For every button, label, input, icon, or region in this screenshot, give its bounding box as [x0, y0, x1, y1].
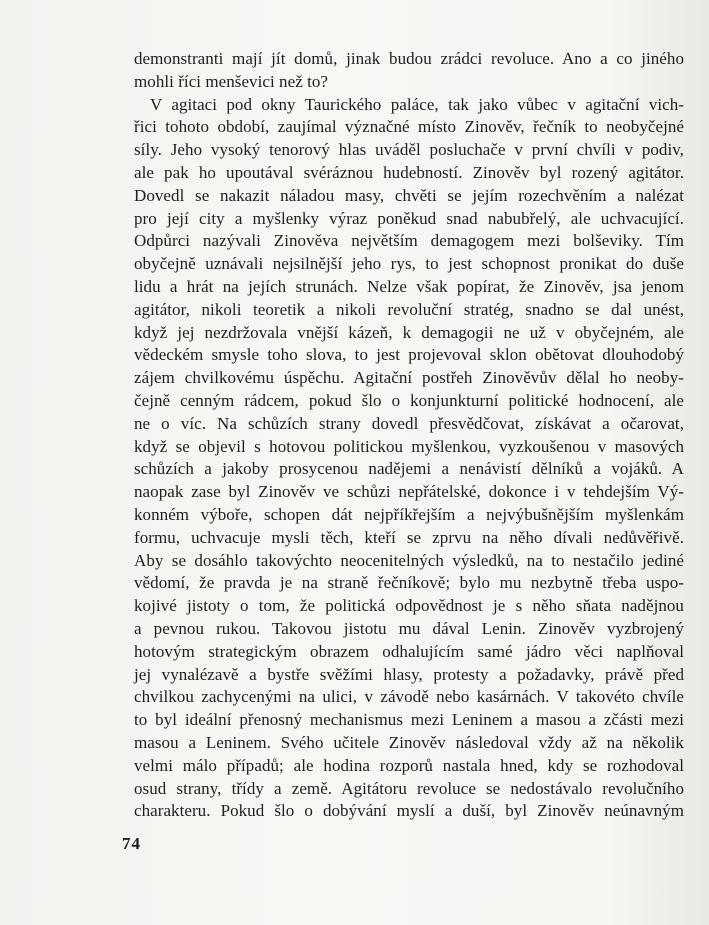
- text-line: velmi málo případů; ale hodina rozporů nastala hned, kdy se rozhodoval: [134, 755, 684, 775]
- text-line: demonstranti mají jít domů, jinak budou zrádci revoluce. Ano a co jiného: [134, 49, 684, 68]
- text-line: když jej nezdržovala vnější kázeň, k demagogii ne už v obyčejném, ale: [134, 322, 684, 342]
- text-line: to byl ideální přenosný mechanismus mezi Leninem a masou a zčásti mezi: [134, 710, 684, 730]
- text-line: čejně cenným rádcem, pokud šlo o konjunkturní politické hodnocení, ale: [134, 390, 684, 410]
- text-line: pro její city a myšlenky výraz poněkud snad nabubřelý, ale uchvacující.: [134, 208, 684, 228]
- text-line: Odpůrci nazývali Zinověva největším demagogem mezi bolševiky. Tím: [134, 231, 684, 251]
- text-line: jej vynalézavě a bystře svěžími hlasy, protesty a požadavky, právě před: [134, 664, 684, 684]
- page-number: 74: [122, 834, 141, 853]
- text-line: formu, uchvacuje mysli těch, kteří se zprvu na něho dívali nedůvěřivě.: [134, 527, 684, 547]
- text-line: když se objevil s hotovou politickou myšlenkou, vyzkoušenou v masových: [134, 436, 684, 456]
- text-line: vědeckém smysle toho slova, to jest projevoval sklon obětovat dlouhodobý: [134, 345, 684, 365]
- text-line: a pevnou rukou. Takovou jistotu mu dával Lenin. Zinověv vyzbrojený: [134, 618, 684, 638]
- text-line: chvilkou zachycenými na ulici, v závodě nebo kasárnách. V takovéto chvíle: [134, 687, 684, 707]
- text-line: obyčejně uznávali nejsilnější jeho rys, to jest schopnost pronikat do duše: [134, 254, 684, 274]
- text-line: ale pak ho upoutával svéráznou hudebností. Zinověv byl rozený agitátor.: [134, 162, 684, 182]
- text-line: lidu a hrát na jejích strunách. Nelze však popírat, že Zinověv, jsa jenom: [134, 276, 684, 296]
- text-line: konném výboře, schopen dát nejpříkřejším a nejvýbušnějším myšlenkám: [134, 504, 684, 524]
- text-line: kojivé jistoty o tom, že politická odpovědnost je s něho sňata nadějnou: [134, 596, 684, 616]
- text-line: Aby se dosáhlo takovýchto neocenitelných výsledků, na to nestačilo jediné: [134, 550, 684, 570]
- text-line: agitátor, nikoli teoretik a nikoli revoluční stratég, snadno se dal unést,: [134, 299, 684, 319]
- text-line: hotovým strategickým obrazem odhalujícím samé jádro věci naplňoval: [134, 641, 684, 661]
- text-line: mohli říci menševici než to?: [134, 71, 329, 91]
- text-line: ne o víc. Na schůzích strany dovedl přesvědčovat, získávat a očarovat,: [134, 413, 684, 433]
- text-line: vědomí, že pravda je na straně řečníkově; bylo mu nezbytně třeba uspo-: [134, 573, 684, 593]
- text-line: masou a Leninem. Svého učitele Zinověv následoval vždy až na několik: [134, 732, 684, 752]
- text-line: naopak zase byl Zinověv ve schůzi nepřátelské, dokonce i v tehdejším Vý-: [134, 482, 684, 502]
- text-line: Dovedl se nakazit náladou masy, chvěti se jejím rozechvěním a nalézat: [134, 185, 684, 205]
- text-line: zájem chvilkovému úspěchu. Agitační postřeh Zinověvův dělal ho neoby-: [134, 368, 684, 388]
- body-text: [134, 48, 684, 823]
- text-line: V agitaci pod okny Taurického paláce, tak jako vůbec v agitační vich-: [150, 94, 684, 114]
- text-line: řici tohoto období, zaujímal význačné místo Zinověv, řečník to neobyčejné: [134, 117, 684, 137]
- text-line: charakteru. Pokud šlo o dobývání myslí a duší, byl Zinověv neúnavným: [134, 801, 684, 821]
- text-line: osud strany, třídy a země. Agitátoru revoluce se nedostávalo revolučního: [134, 778, 684, 798]
- text-line: síly. Jeho vysoký tenorový hlas uváděl posluchače v první chvíli v podiv,: [134, 140, 684, 160]
- text-line: schůzích a jakoby prosycenou nadějemi a nenávistí dělníků a vojáků. A: [134, 459, 684, 479]
